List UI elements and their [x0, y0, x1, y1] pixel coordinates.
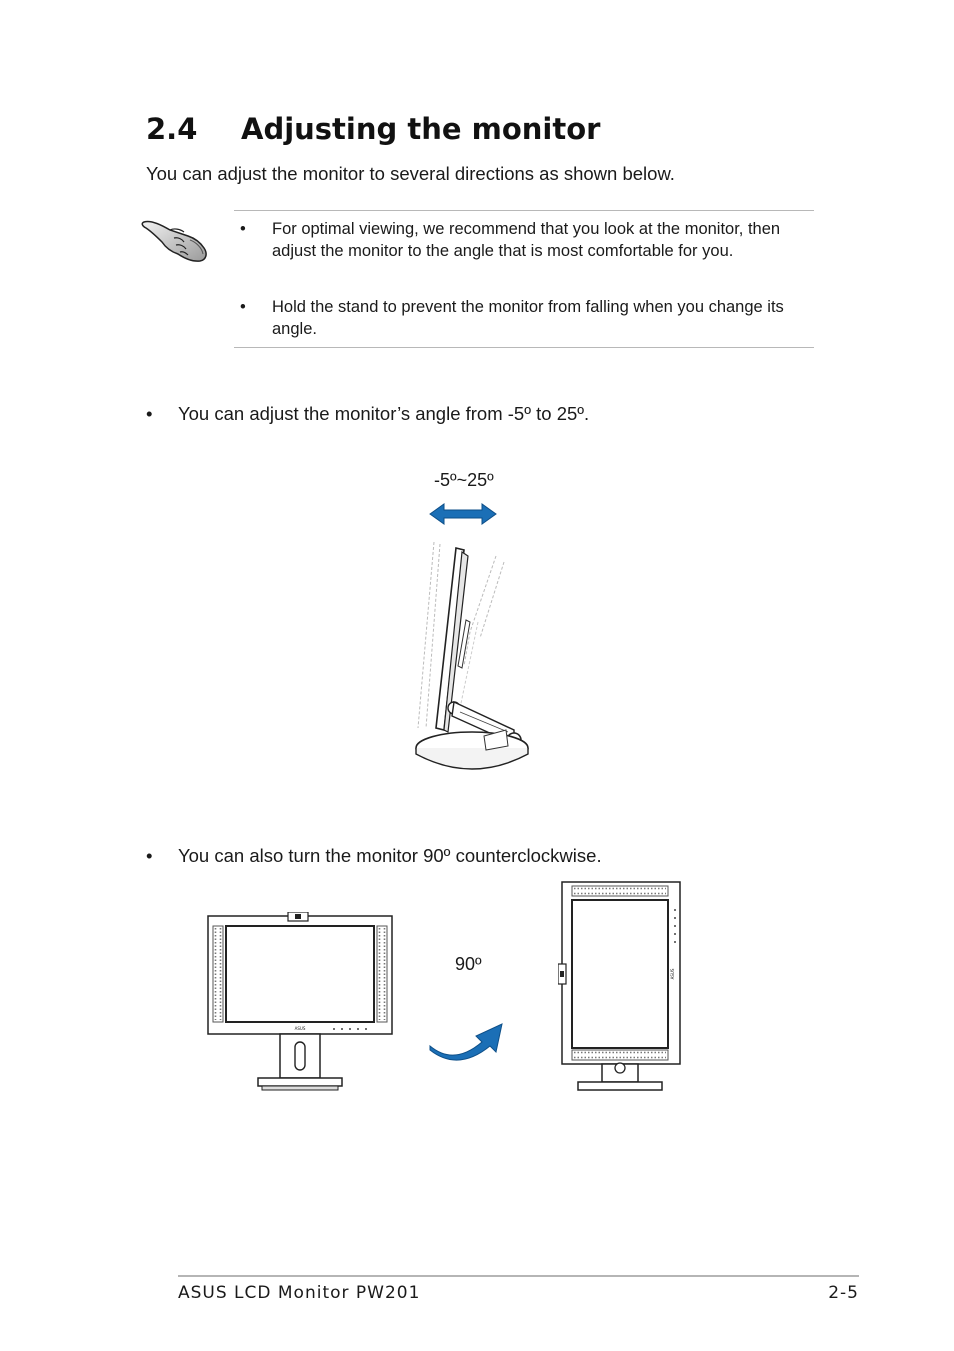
section-number: 2.4 — [146, 112, 198, 146]
note-box — [234, 210, 814, 348]
tilt-range-label: -5º~25º — [434, 470, 494, 490]
bullet-dot: • — [146, 403, 153, 424]
monitor-landscape-illustration — [206, 912, 394, 1094]
bullet-dot: • — [146, 845, 153, 866]
tilt-illustration — [400, 498, 540, 770]
monitor-portrait-illustration — [558, 880, 684, 1094]
note-text: Hold the stand to prevent the monitor from falling when you change its angle. — [272, 298, 784, 338]
double-arrow-icon — [430, 504, 496, 524]
bullet-dot: • — [240, 298, 246, 316]
pointing-hand-icon — [140, 212, 212, 264]
note-text: For optimal viewing, we recommend that you look at the monitor, then adjust the monitor to the angle that is most comfortable for you. — [272, 220, 781, 260]
svg-text:ASUS: ASUS — [294, 1026, 306, 1031]
section-title: Adjusting the monitor — [241, 112, 601, 146]
curved-arrow-icon — [426, 1020, 504, 1066]
svg-text:ASUS: ASUS — [670, 968, 675, 980]
intro-text: You can adjust the monitor to several directions as shown below. — [146, 163, 675, 184]
rotate-angle-label: 90º — [455, 954, 482, 974]
footer-product-name: ASUS LCD Monitor PW201 — [178, 1283, 421, 1303]
bullet-dot: • — [240, 220, 246, 238]
bullet-text: You can also turn the monitor 90º counterclockwise. — [178, 845, 602, 866]
footer-rule — [178, 1275, 859, 1277]
bullet-text: You can adjust the monitor’s angle from -5º to 25º. — [178, 403, 590, 424]
footer-page-number: 2-5 — [828, 1283, 859, 1303]
